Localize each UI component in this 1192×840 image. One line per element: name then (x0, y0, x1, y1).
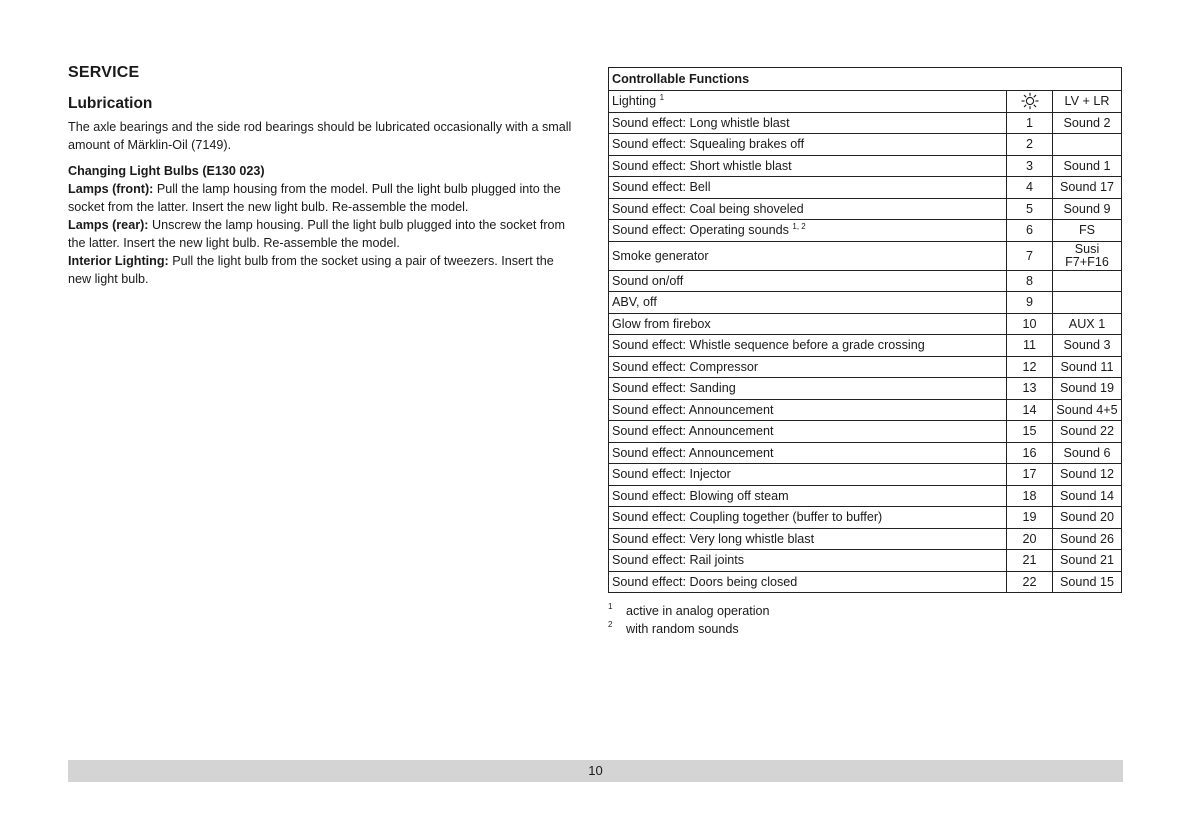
table-row (609, 464, 1122, 486)
row-sound: Sound 17 (1053, 177, 1122, 199)
row-label: Glow from firebox (609, 313, 1007, 335)
row-function-number: 4 (1007, 177, 1053, 199)
row-sound: Sound 1 (1053, 155, 1122, 177)
row-function-icon-cell (1007, 91, 1053, 113)
row-function-number: 10 (1007, 313, 1053, 335)
sun-icon (1020, 92, 1040, 110)
row-sound: Sound 19 (1053, 378, 1122, 400)
row-sound: Sound 6 (1053, 442, 1122, 464)
row-sound (1053, 134, 1122, 156)
service-heading: SERVICE (68, 64, 140, 81)
table-row (609, 378, 1122, 400)
row-sound: Sound 21 (1053, 550, 1122, 572)
row-footnote-ref: 1, 2 (792, 222, 806, 232)
row-function-number: 19 (1007, 507, 1053, 529)
table-row (609, 356, 1122, 378)
table-row (609, 485, 1122, 507)
table-row-smoke (609, 241, 1122, 270)
table-row (609, 270, 1122, 292)
table-row (609, 198, 1122, 220)
row-label: Sound effect: Injector (609, 464, 1007, 486)
row-function-number: 14 (1007, 399, 1053, 421)
row-sound (1053, 292, 1122, 314)
footnote-text: active in analog operation (626, 604, 770, 618)
row-function-number: 6 (1007, 220, 1053, 242)
table-row (609, 134, 1122, 156)
interior-lighting-text: Pull the light bulb from the socket using a pair of tweezers. Insert the new light bulb. (68, 254, 554, 286)
table-row-lighting (609, 91, 1122, 113)
row-function-number: 16 (1007, 442, 1053, 464)
row-label: ABV, off (609, 292, 1007, 314)
table-row (609, 112, 1122, 134)
page-footer (68, 760, 1123, 782)
row-label: Sound effect: Doors being closed (609, 571, 1007, 593)
row-sound: Sound 22 (1053, 421, 1122, 443)
table-row (609, 292, 1122, 314)
row-label: Sound effect: Short whistle blast (609, 155, 1007, 177)
changing-bulbs-heading: Changing Light Bulbs (E130 023) (68, 164, 265, 178)
row-function-number: 1 (1007, 112, 1053, 134)
footnote (608, 620, 770, 638)
table-row (609, 528, 1122, 550)
row-label: Sound effect: Long whistle blast (609, 112, 1007, 134)
row-function-number: 8 (1007, 270, 1053, 292)
controllable-functions-table (608, 67, 1122, 593)
table-row (609, 220, 1122, 242)
table-row (609, 442, 1122, 464)
row-sound: Sound 9 (1053, 198, 1122, 220)
row-sound: Sound 3 (1053, 335, 1122, 357)
row-label: Sound effect: Announcement (609, 442, 1007, 464)
page-number: 10 (588, 763, 603, 778)
row-label: Sound effect: Operating sounds $^{1, 2}$ (609, 220, 1007, 242)
footnote-mark: 1 (608, 602, 613, 611)
row-label: Sound effect: Compressor (609, 356, 1007, 378)
row-function-number: 7 (1007, 241, 1053, 270)
row-function-number: 22 (1007, 571, 1053, 593)
table-row (609, 421, 1122, 443)
row-sound (1053, 270, 1122, 292)
table-row (609, 571, 1122, 593)
row-label: Lighting $^1$ (609, 91, 1007, 113)
lamps-front-text: Pull the lamp housing from the model. Pull the light bulb plugged into the socket from the latter. Insert the new light bulb. Re-assemble the model. (68, 182, 561, 214)
row-sound: AUX 1 (1053, 313, 1122, 335)
row-function-number: 15 (1007, 421, 1053, 443)
row-function-number: 11 (1007, 335, 1053, 357)
footnotes (608, 602, 770, 638)
row-sound: Susi F7+F16 (1053, 241, 1122, 270)
row-sound: Sound 11 (1053, 356, 1122, 378)
row-function-number: 18 (1007, 485, 1053, 507)
row-sound: LV + LR (1053, 91, 1122, 113)
row-label: Sound effect: Announcement (609, 421, 1007, 443)
row-sound: Sound 12 (1053, 464, 1122, 486)
lubrication-heading: Lubrication (68, 95, 153, 112)
table-row (609, 550, 1122, 572)
table-row (609, 399, 1122, 421)
interior-lighting-paragraph (68, 252, 580, 288)
lamps-front-label: Lamps (front): (68, 182, 154, 196)
row-label: Sound effect: Bell (609, 177, 1007, 199)
row-label: Sound effect: Blowing off steam (609, 485, 1007, 507)
row-function-number: 5 (1007, 198, 1053, 220)
row-sound: Sound 4+5 (1053, 399, 1122, 421)
row-label: Sound effect: Announcement (609, 399, 1007, 421)
row-function-number: 20 (1007, 528, 1053, 550)
row-sound: Sound 20 (1053, 507, 1122, 529)
table-row (609, 507, 1122, 529)
lamps-rear-label: Lamps (rear): (68, 218, 149, 232)
interior-lighting-label: Interior Lighting: (68, 254, 169, 268)
lubrication-text: The axle bearings and the side rod bearings should be lubricated occasionally with a small amount of Märklin-Oil (7149). (68, 120, 572, 152)
row-label: Sound effect: Coupling together (buffer to buffer) (609, 507, 1007, 529)
row-function-number: 17 (1007, 464, 1053, 486)
table-row (609, 155, 1122, 177)
row-sound: Sound 26 (1053, 528, 1122, 550)
row-function-number: 2 (1007, 134, 1053, 156)
row-sound: Sound 14 (1053, 485, 1122, 507)
row-function-number: 12 (1007, 356, 1053, 378)
row-label: Sound effect: Coal being shoveled (609, 198, 1007, 220)
footnote-mark: 2 (608, 620, 613, 629)
table-row (609, 177, 1122, 199)
lamps-front-paragraph (68, 180, 580, 216)
lamps-rear-text: Unscrew the lamp housing. Pull the light bulb plugged into the socket from the latter. Insert the new light bulb. Re-assemble the model. (68, 218, 566, 250)
row-label: Sound effect: Sanding (609, 378, 1007, 400)
row-sound: Sound 2 (1053, 112, 1122, 134)
table-row (609, 313, 1122, 335)
row-function-number: 3 (1007, 155, 1053, 177)
row-function-number: 21 (1007, 550, 1053, 572)
row-label: Sound on/off (609, 270, 1007, 292)
table-title: Controllable Functions (609, 68, 1122, 91)
row-function-number: 13 (1007, 378, 1053, 400)
row-label: Sound effect: Very long whistle blast (609, 528, 1007, 550)
row-sound: FS (1053, 220, 1122, 242)
table-row (609, 335, 1122, 357)
footnote-text: with random sounds (626, 622, 739, 636)
row-label: Smoke generator (609, 241, 1007, 270)
row-label: Sound effect: Rail joints (609, 550, 1007, 572)
row-label: Sound effect: Squealing brakes off (609, 134, 1007, 156)
table-header-row (609, 68, 1122, 91)
row-label: Sound effect: Whistle sequence before a grade crossing (609, 335, 1007, 357)
row-function-number: 9 (1007, 292, 1053, 314)
lamps-rear-paragraph (68, 216, 580, 252)
footnote (608, 602, 770, 620)
row-sound: Sound 15 (1053, 571, 1122, 593)
service-section (68, 62, 580, 288)
